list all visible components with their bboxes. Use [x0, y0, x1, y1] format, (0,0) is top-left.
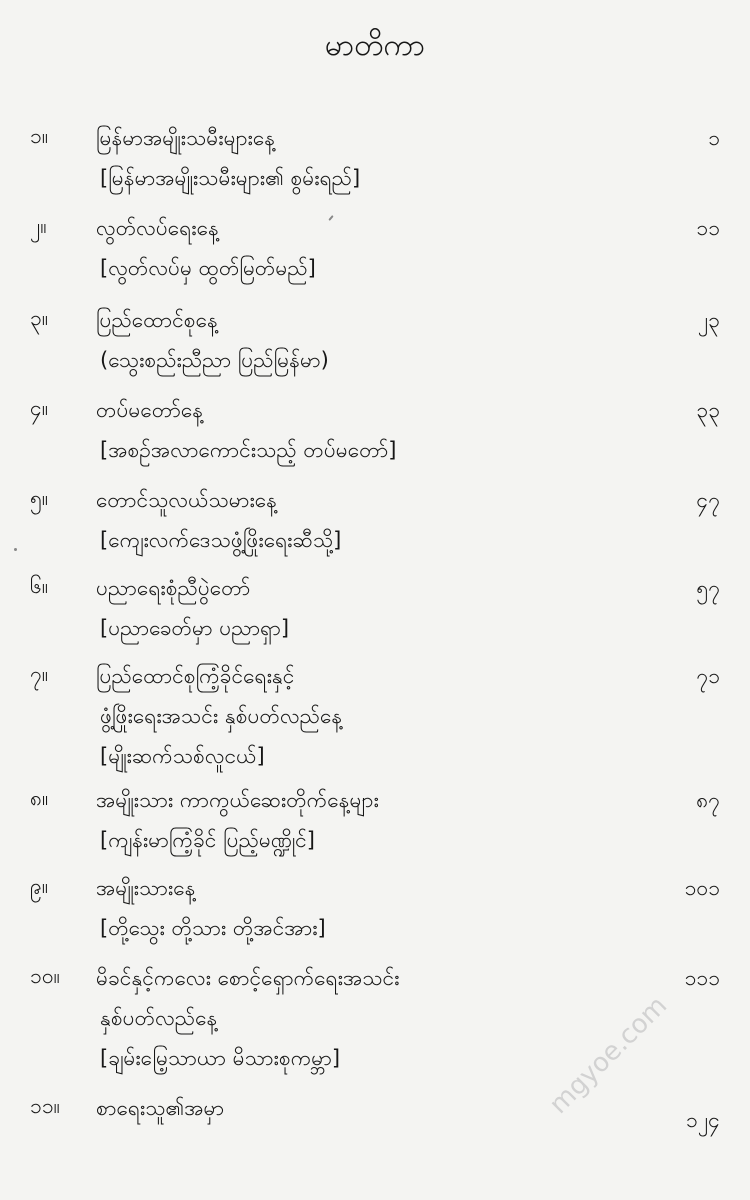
toc-entry-subtitle: (သွေးစည်းညီညာ ပြည်မြန်မာ)	[100, 348, 329, 372]
toc-entry-subtitle: [လွတ်လပ်မှ ထွတ်မြတ်မည်]	[100, 256, 316, 280]
toc-entry-title: မြန်မာအမျိုးသမီးများနေ့	[96, 126, 276, 150]
toc-entry-page: ၇၁	[696, 664, 720, 688]
toc-entry-text	[96, 958, 656, 1078]
toc-entry-number: ၄။	[30, 396, 49, 420]
toc-entry-page: ၁၀၁	[684, 876, 720, 900]
toc-entry-title-continued: နှစ်ပတ်လည်နေ့	[100, 1006, 218, 1030]
toc-entry-text	[96, 208, 656, 288]
toc-entry-text	[96, 568, 656, 648]
toc-entry-page: ၁၂၄	[686, 1108, 720, 1132]
toc-entry-text	[96, 118, 656, 198]
toc-entry-number: ၁။	[30, 124, 49, 148]
toc-entry-title: တပ်မတော်နေ့	[96, 398, 204, 422]
toc-entry-subtitle: [ပညာခေတ်မှာ ပညာရှာ]	[100, 616, 290, 640]
toc-entry-subtitle: [ကျေးလက်ဒေသဖွံ့ဖြိုးရေးဆီသို့]	[100, 528, 342, 552]
toc-entry-title: ပြည်ထောင်စုကြံ့ခိုင်ရေးနှင့်	[96, 664, 295, 688]
toc-entry-subtitle: [အစဉ်အလာကောင်းသည့် တပ်မတော်]	[100, 438, 397, 462]
toc-entry-text	[96, 390, 656, 470]
toc-entry-number: ၇။	[30, 662, 49, 686]
toc-entry-title: တောင်သူလယ်သမားနေ့	[96, 488, 278, 512]
toc-entry-page: ၄၇	[696, 488, 720, 512]
toc-entry-text	[96, 300, 656, 380]
toc-entry-text	[96, 868, 656, 948]
toc-entry-number: ၉။	[30, 874, 49, 898]
toc-entry-subtitle: [မြန်မာအမျိုးသမီးများ၏ စွမ်းရည်]	[100, 166, 361, 190]
toc-entry-number: ၁၀။	[30, 964, 60, 988]
toc-entry-page: ၅၇	[696, 576, 720, 600]
page-title: မာတိကာ	[324, 28, 426, 63]
scan-speck	[14, 548, 17, 551]
toc-entry-page: ၃၃	[696, 398, 720, 422]
toc-entry-text	[96, 780, 656, 860]
toc-entry-title: မိခင်နှင့်ကလေး စောင့်ရှောက်ရေးအသင်း	[96, 966, 400, 990]
toc-entry-page: ၈၇	[696, 788, 720, 812]
toc-entry-title: အမျိုးသား ကာကွယ်ဆေးတိုက်နေ့များ	[96, 788, 379, 812]
toc-entry-subtitle: [တို့သွေး တို့သား တို့အင်အား]	[100, 916, 326, 940]
toc-entry-title: ပညာရေးစုံညီပွဲတော်	[96, 576, 251, 600]
toc-entry-page: ၁	[708, 126, 720, 150]
toc-entry-page: ၁၁	[696, 216, 720, 240]
toc-entry-title: စာရေးသူ၏အမှာ	[96, 1096, 225, 1120]
toc-entry-number: ၂။	[30, 214, 47, 238]
toc-entry-title: ပြည်ထောင်စုနေ့	[96, 308, 218, 332]
toc-entry-title-continued: ဖွံ့ဖြိုးရေးအသင်း နှစ်ပတ်လည်နေ့	[100, 704, 343, 728]
toc-entry-number: ၈။	[30, 786, 49, 810]
toc-entry-number: ၆။	[30, 574, 49, 598]
toc-entry-number: ၅။	[30, 486, 49, 510]
toc-entry-title: အမျိုးသားနေ့	[96, 876, 196, 900]
toc-entry-page: ၂၃	[697, 308, 720, 332]
toc-entry-text	[96, 656, 656, 776]
toc-entry-number: ၁၁။	[30, 1094, 60, 1118]
toc-entry-subtitle: [မျိုးဆက်သစ်လူငယ်]	[100, 744, 265, 768]
toc-entry-title: လွတ်လပ်ရေးနေ့	[96, 216, 219, 240]
toc-entry-page: ၁၁၁	[684, 966, 720, 990]
toc-entry-text	[96, 480, 656, 560]
toc-entry-subtitle: [ကျန်းမာကြံ့ခိုင် ပြည့်မဏ္ဍိုင်]	[100, 828, 315, 852]
watermark: mgyoe.com	[543, 990, 674, 1120]
toc-entry-subtitle: [ချမ်းမြေ့သာယာ မိသားစုကမ္ဘာ]	[100, 1046, 341, 1070]
toc-entry-number: ၃။	[30, 306, 49, 330]
